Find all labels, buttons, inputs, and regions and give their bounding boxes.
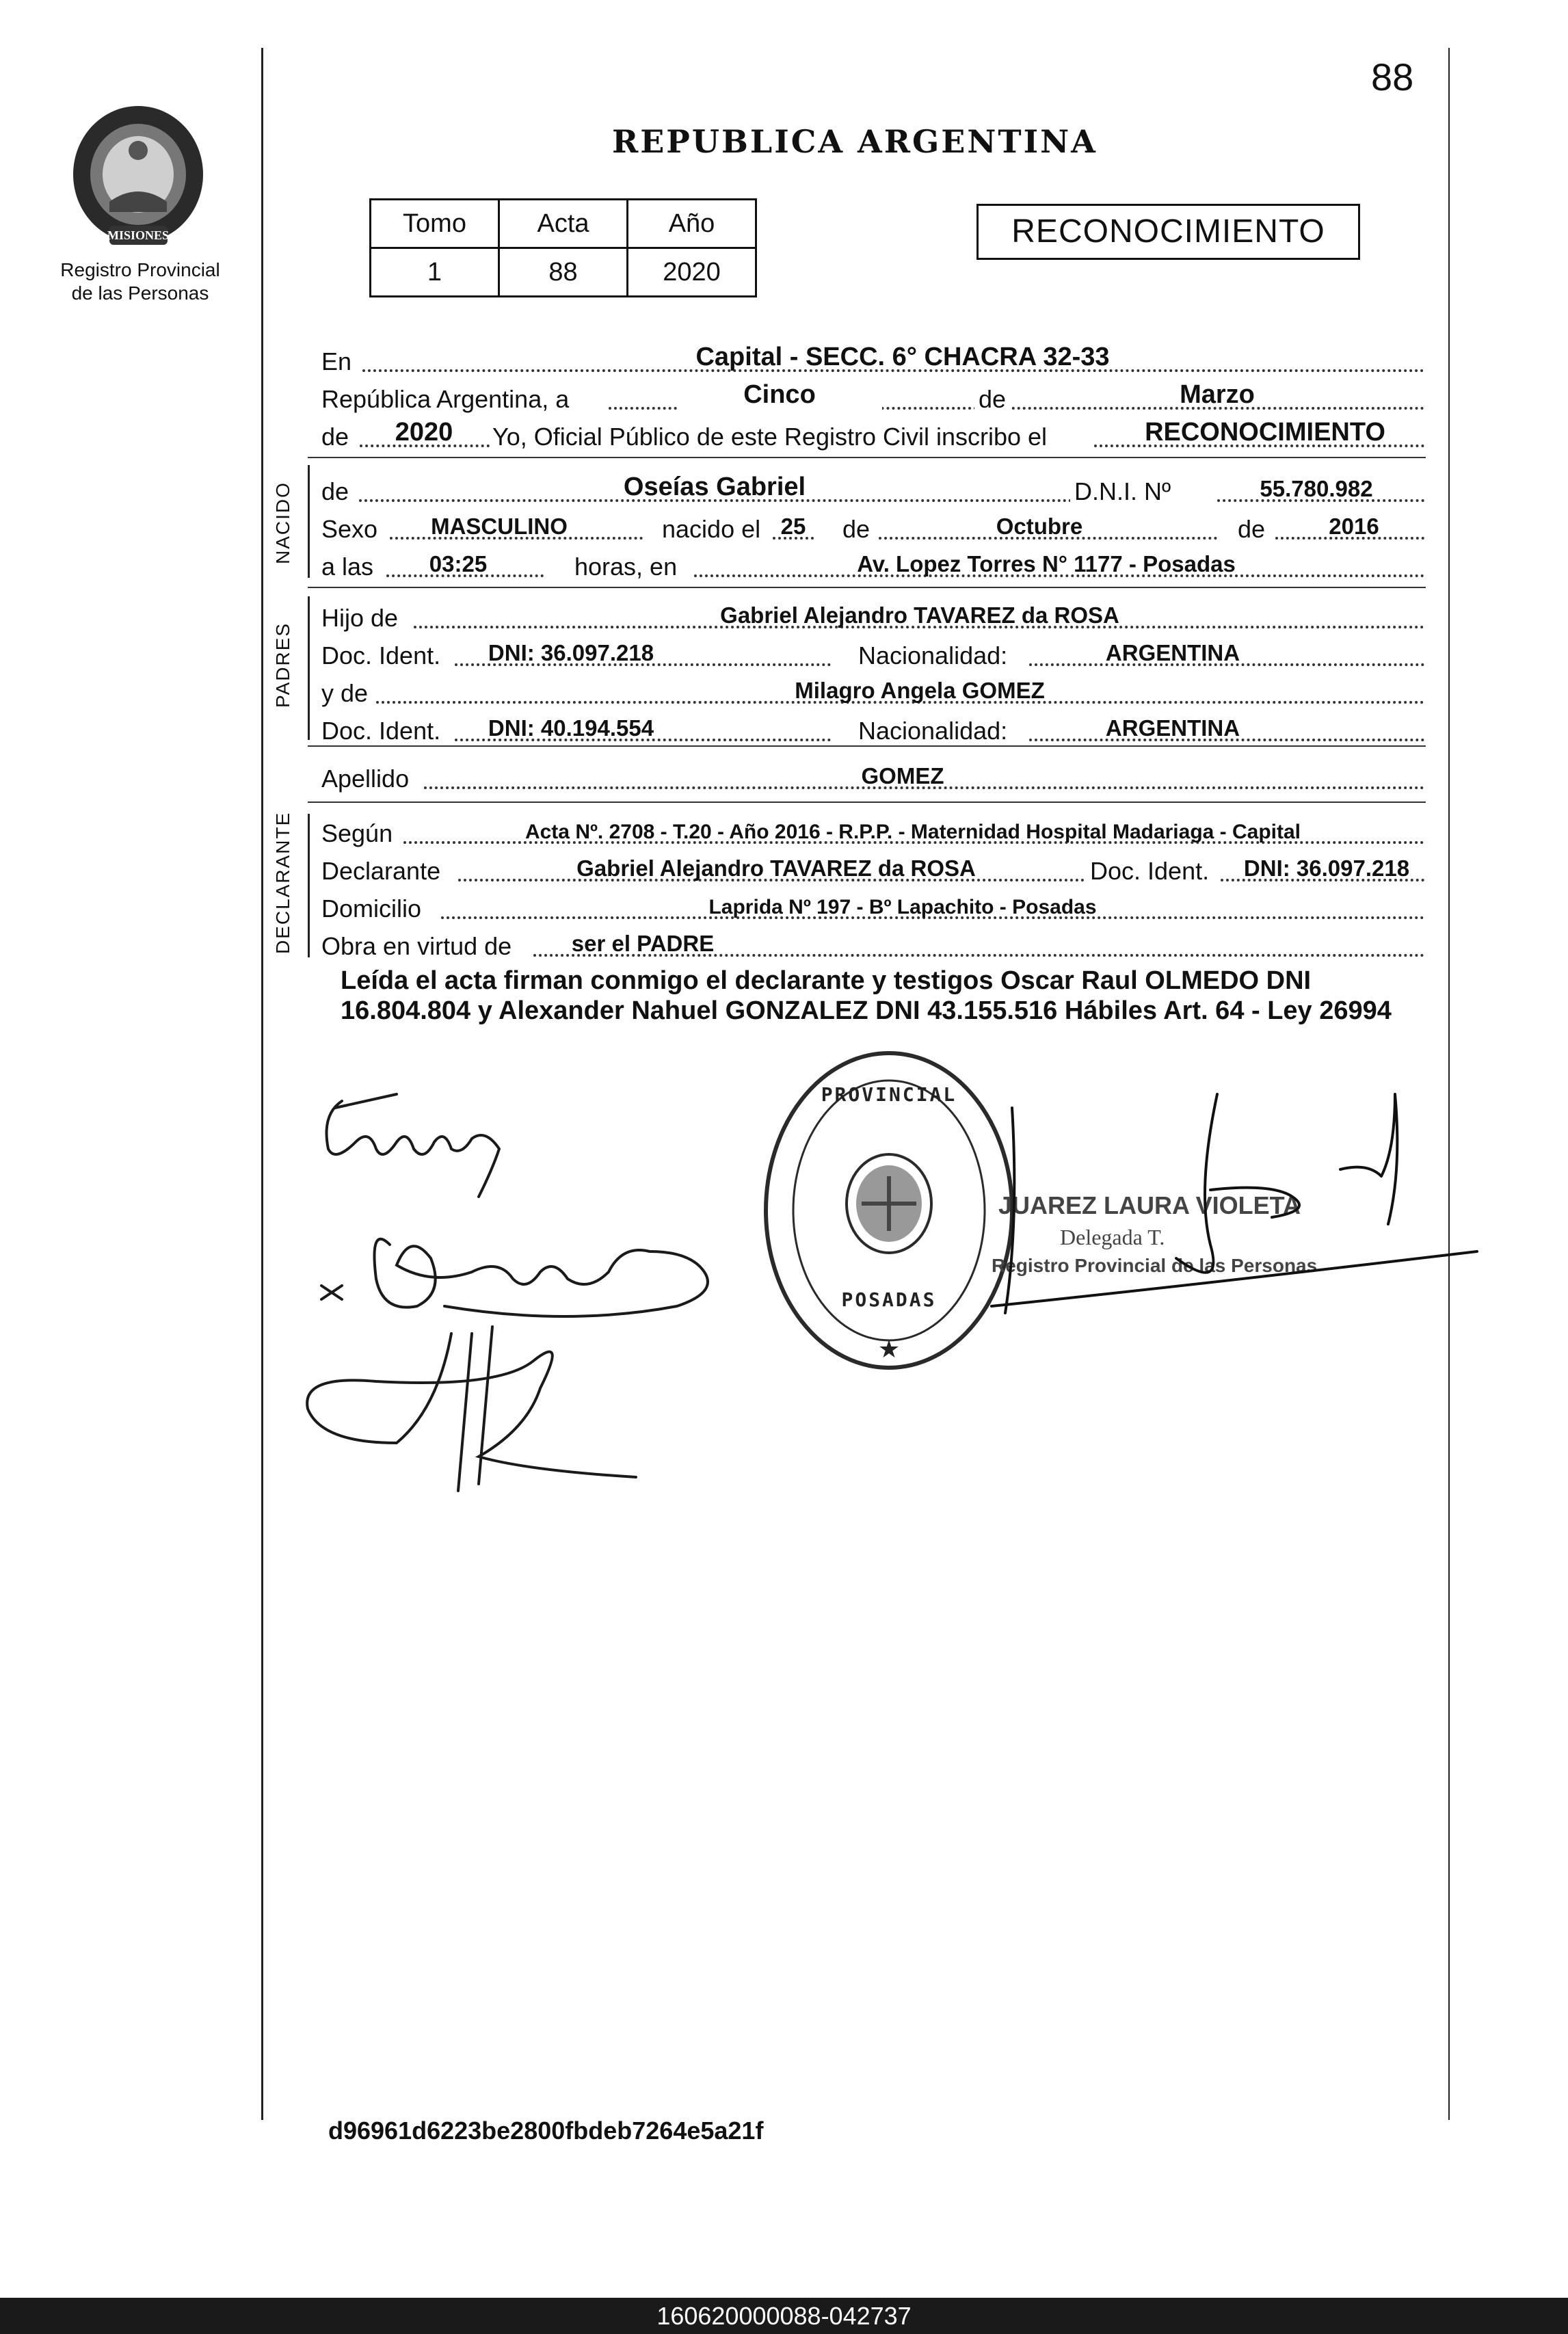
sexo-value: MASCULINO (431, 514, 568, 539)
segun-value: Acta Nº. 2708 - T.20 - Año 2016 - R.P.P. - Maternidad Hospital Madariaga - Capital (524, 821, 1301, 843)
document-title: REPUBLICA ARGENTINA (612, 123, 1098, 160)
mother-doc-value: DNI: 40.194.554 (488, 715, 654, 741)
place-value: Capital - SECC. 6° CHACRA 32-33 (695, 343, 1110, 371)
svg-text:PROVINCIAL: PROVINCIAL (821, 1083, 957, 1106)
nacionalidad-label: Nacionalidad: (858, 717, 1008, 745)
registry-table-header-row (371, 200, 756, 248)
apellido-label: Apellido (321, 765, 410, 793)
official-stamp-icon (759, 1046, 1019, 1375)
separator-line (308, 587, 1426, 588)
separator-line (308, 745, 1426, 747)
caption-line-1: Registro Provincial (60, 259, 220, 280)
year-value: 2020 (395, 418, 453, 447)
row-officer (321, 417, 1424, 451)
registry-table (369, 198, 757, 297)
mother-nationality-value: ARGENTINA (1105, 715, 1240, 741)
value-acta: 88 (499, 248, 628, 297)
row-father-doc (321, 636, 1424, 670)
row-domicilio (321, 889, 1424, 923)
padres-bracket (308, 596, 310, 740)
hijo-de-label: Hijo de (321, 604, 399, 632)
de-label: de (1238, 515, 1266, 543)
row-place (321, 342, 1424, 376)
a-las-label: a las (321, 553, 374, 581)
row-segun (321, 814, 1424, 848)
registry-table-value-row (371, 248, 756, 297)
day-value: Cinco (677, 380, 882, 410)
sexo-label: Sexo (321, 515, 378, 543)
row-mother (321, 674, 1424, 708)
republic-label: República Argentina, a (321, 385, 570, 413)
caption-line-2: de las Personas (71, 282, 209, 304)
child-name-value: Oseías Gabriel (623, 473, 806, 501)
header-acta: Acta (499, 200, 628, 248)
nacido-bracket (308, 465, 310, 578)
row-apellido (321, 759, 1424, 793)
svg-text:JUAREZ LAURA VIOLETA: JUAREZ LAURA VIOLETA (998, 1191, 1301, 1219)
doc-label: Doc. Ident. (321, 641, 441, 669)
closing-statement: Leída el acta firman conmigo el declarante y testigos Oscar Raul OLMEDO DNI 16.804.804 y Alexander Nahuel GONZALEZ DNI 43.155.516 Hábiles Art. 64 - Ley 26994 (341, 966, 1392, 1025)
nacionalidad-label: Nacionalidad: (858, 641, 1008, 669)
en-label: En (321, 347, 352, 375)
padres-section-label: PADRES (272, 622, 293, 708)
delegate-stamp-signature-icon (985, 1087, 1491, 1320)
act-type-box: RECONOCIMIENTO (976, 204, 1360, 260)
obra-label: Obra en virtud de (321, 932, 512, 960)
row-mother-doc (321, 711, 1424, 745)
inscribe-type-value: RECONOCIMIENTO (1145, 418, 1385, 447)
header-tomo: Tomo (371, 200, 499, 248)
month-value: Marzo (1180, 380, 1255, 409)
header-ano: Año (628, 200, 756, 248)
declarante-label: Declarante (321, 857, 441, 885)
nacido-el-label: nacido el (662, 515, 761, 543)
row-obra (321, 927, 1424, 961)
svg-text:MISIONES: MISIONES (107, 228, 170, 242)
value-ano: 2020 (628, 248, 756, 297)
row-sex-birth (321, 509, 1424, 544)
segun-label: Según (321, 819, 393, 847)
declarante-doc-value: DNI: 36.097.218 (1243, 856, 1410, 881)
father-doc-value: DNI: 36.097.218 (488, 640, 654, 665)
page-number: 88 (1371, 55, 1414, 98)
value-tomo: 1 (371, 248, 499, 297)
obra-value: ser el PADRE (571, 931, 715, 956)
svg-text:★: ★ (877, 1335, 901, 1363)
declarante-section-label: DECLARANTE (272, 811, 293, 954)
de-label: de (974, 385, 1010, 414)
birth-year-value: 2016 (1329, 514, 1379, 539)
row-father (321, 598, 1424, 633)
father-name-value: Gabriel Alejandro TAVAREZ da ROSA (720, 602, 1119, 628)
apellido-value: GOMEZ (861, 763, 944, 788)
de-label: de (842, 515, 871, 543)
row-declarante (321, 851, 1424, 886)
right-margin-line (1448, 48, 1450, 2120)
dni-label: D.N.I. Nº (1070, 477, 1175, 506)
nacido-section-label: NACIDO (272, 481, 293, 564)
provincia-de-misiones-seal-icon (68, 99, 209, 253)
svg-text:Delegada T.: Delegada T. (1060, 1225, 1165, 1249)
doc-label: Doc. Ident. (1086, 857, 1213, 886)
mother-name-value: Milagro Angela GOMEZ (795, 678, 1045, 703)
declarante-bracket (308, 814, 310, 957)
svg-text:Registro Provincial de las Per: Registro Provincial de las Personas (992, 1255, 1318, 1276)
footer-code: 160620000088-042737 (656, 2302, 912, 2330)
doc-label: Doc. Ident. (321, 717, 441, 745)
declarante-value: Gabriel Alejandro TAVAREZ da ROSA (576, 856, 976, 881)
row-name (321, 472, 1424, 506)
row-date (321, 380, 1424, 414)
y-de-label: y de (321, 679, 369, 707)
birth-month-value: Octubre (996, 514, 1083, 539)
de-label: de (321, 477, 349, 505)
separator-line (308, 457, 1426, 458)
row-time-place (321, 547, 1424, 581)
domicilio-label: Domicilio (321, 894, 422, 923)
officer-text: Yo, Oficial Público de este Registro Civil inscribo el (492, 423, 1048, 451)
birth-time-value: 03:25 (429, 551, 488, 576)
document-hash: d96961d6223be2800fbdeb7264e5a21f (328, 2117, 764, 2145)
domicilio-value: Laprida Nº 197 - Bº Lapachito - Posadas (708, 896, 1097, 918)
birth-day-value: 25 (780, 514, 806, 539)
institution-caption (41, 258, 239, 305)
witness-signatures-icon (294, 1087, 739, 1504)
left-margin-line (261, 48, 263, 2120)
birth-place-value: Av. Lopez Torres N° 1177 - Posadas (857, 551, 1236, 576)
horas-en-label: horas, en (574, 553, 678, 581)
separator-line (308, 801, 1426, 803)
de2-label: de (321, 423, 349, 451)
svg-text:POSADAS: POSADAS (841, 1288, 937, 1311)
child-dni-value: 55.780.982 (1260, 476, 1373, 501)
father-nationality-value: ARGENTINA (1105, 640, 1240, 665)
